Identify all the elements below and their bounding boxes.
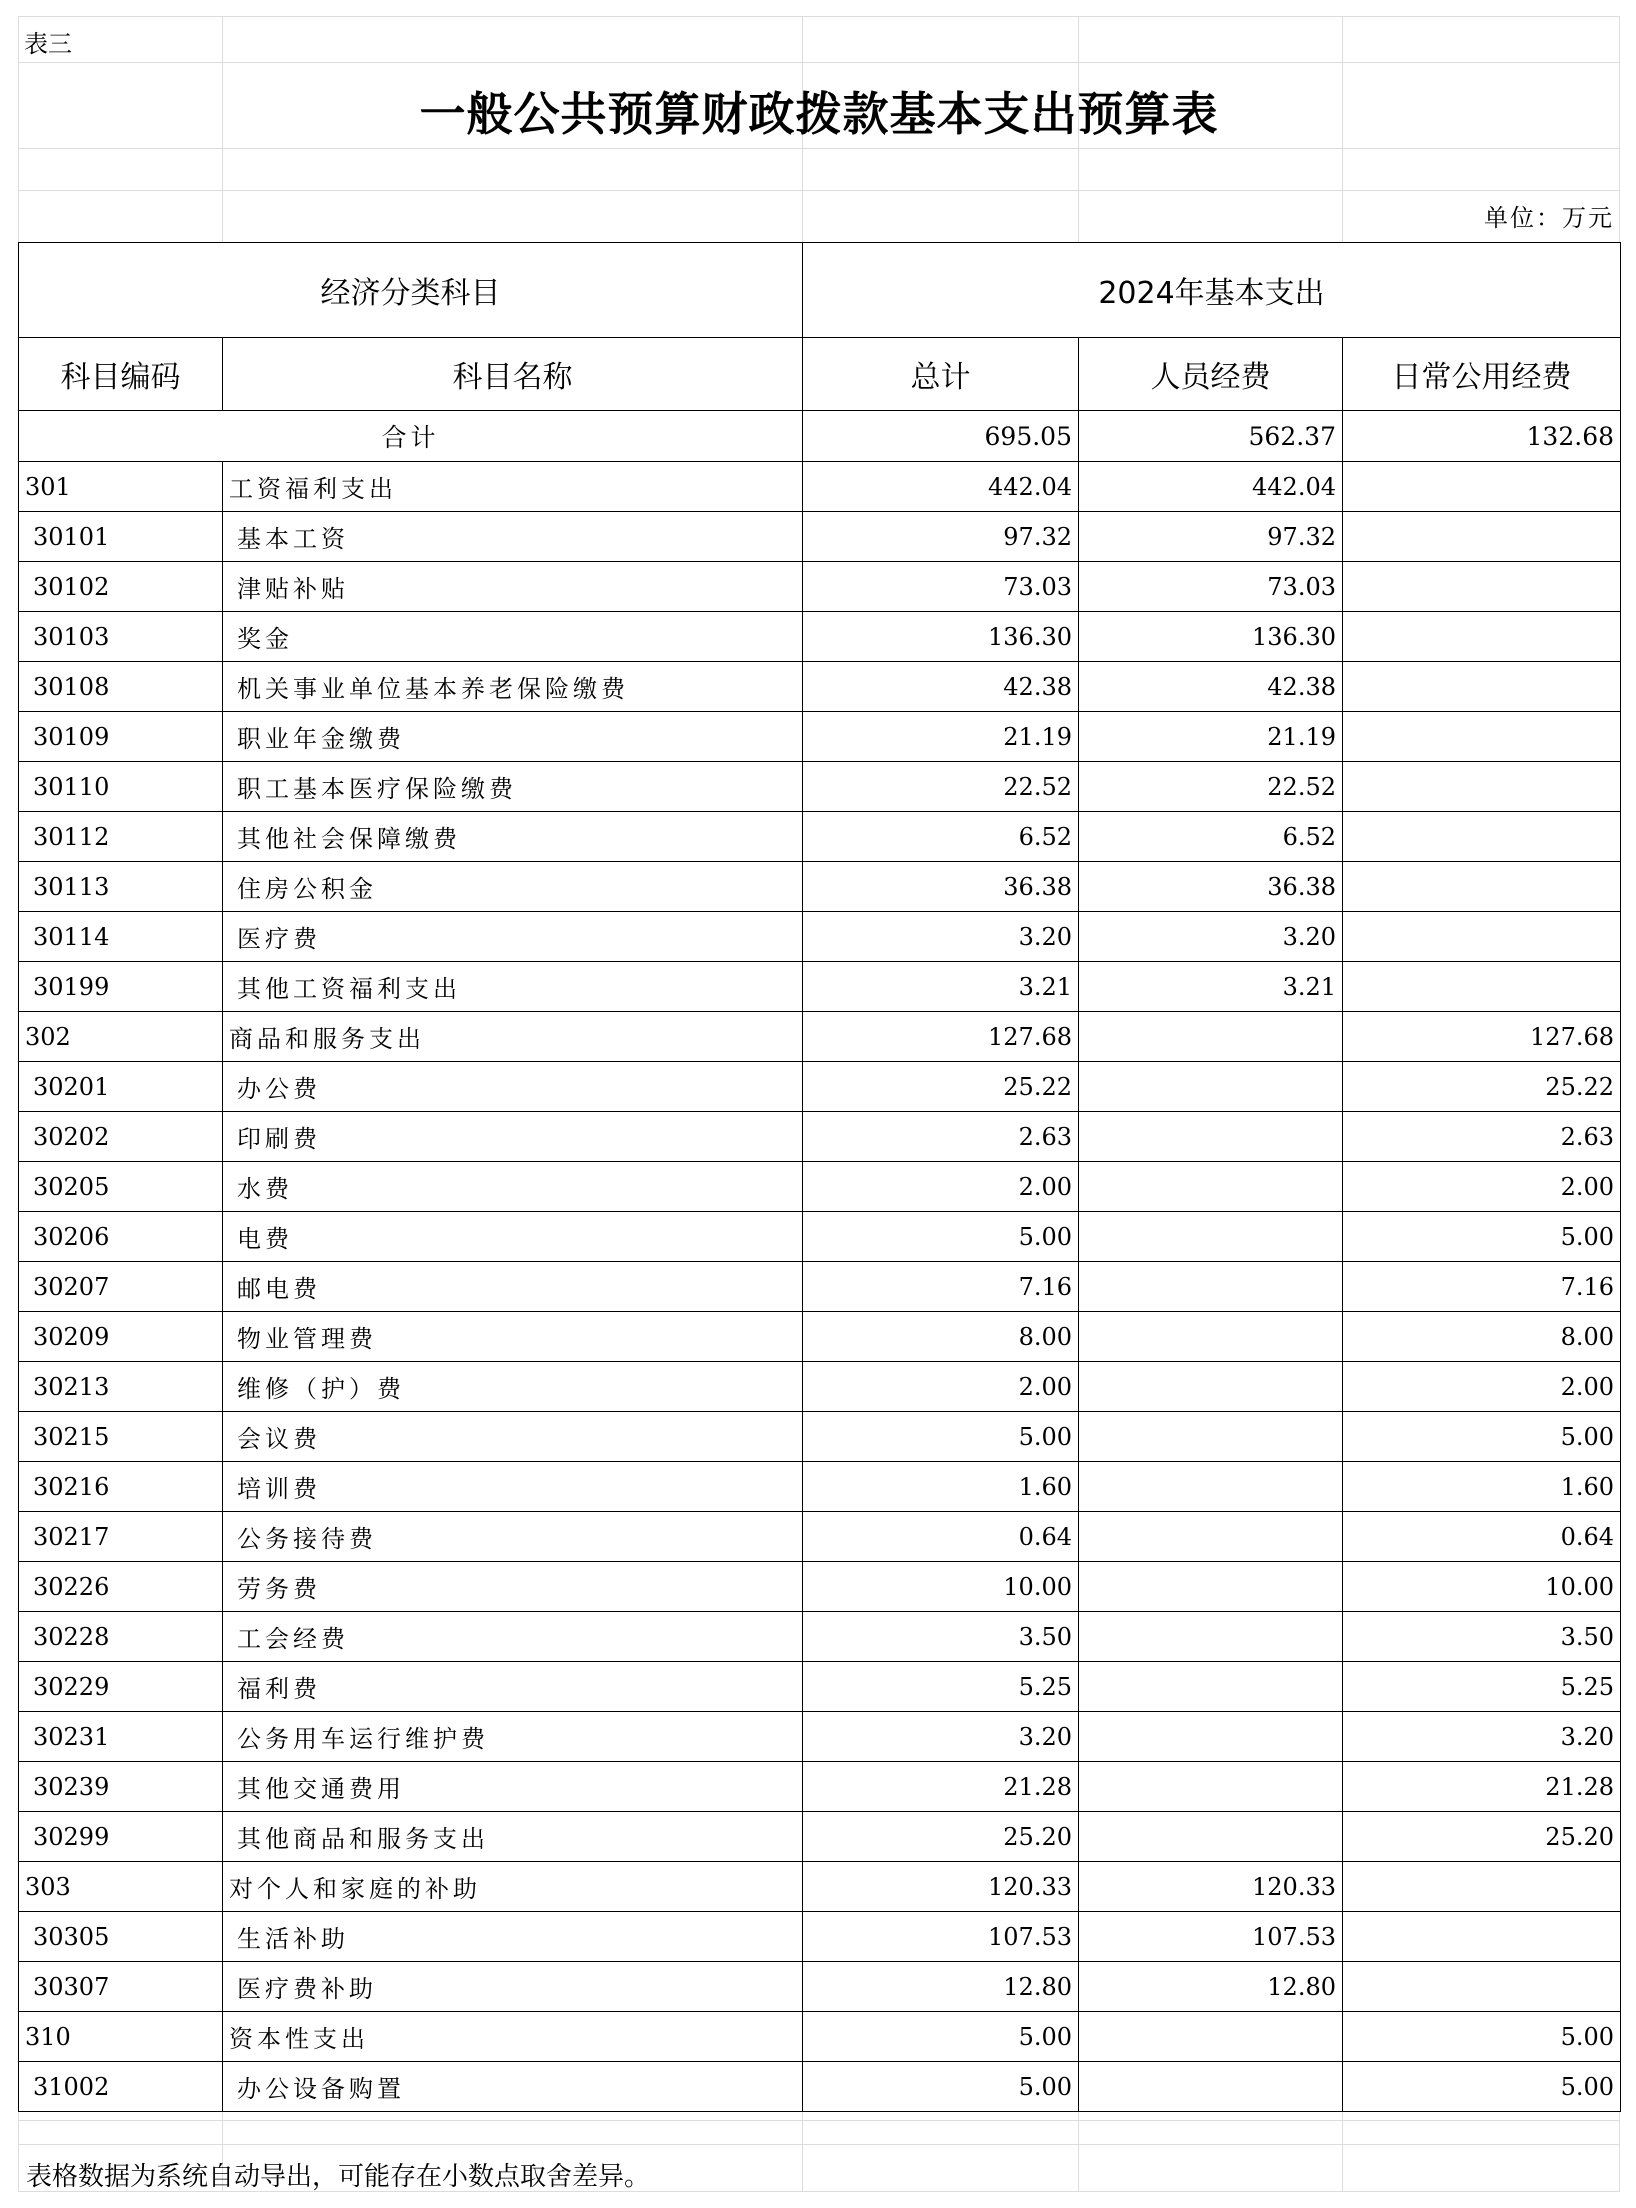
cell-subject-name: 机关事业单位基本养老保险缴费 (223, 662, 803, 712)
cell-subject-name: 工会经费 (223, 1612, 803, 1662)
header-personnel-expense: 人员经费 (1079, 338, 1343, 411)
cell-total: 0.64 (803, 1512, 1079, 1562)
cell-subject-name: 水费 (223, 1162, 803, 1212)
cell-subject-name: 其他工资福利支出 (223, 962, 803, 1012)
cell-personnel-expense (1079, 1312, 1343, 1362)
cell-personnel-expense (1079, 1562, 1343, 1612)
cell-public-expense (1343, 762, 1621, 812)
cell-public-expense: 10.00 (1343, 1562, 1621, 1612)
cell-total: 21.28 (803, 1762, 1079, 1812)
cell-subject-name: 资本性支出 (223, 2012, 803, 2062)
cell-public-expense: 8.00 (1343, 1312, 1621, 1362)
cell-total: 25.22 (803, 1062, 1079, 1112)
cell-subject-code: 301 (19, 462, 223, 512)
cell-total: 6.52 (803, 812, 1079, 862)
cell-subject-name: 物业管理费 (223, 1312, 803, 1362)
cell-personnel-expense: 36.38 (1079, 862, 1343, 912)
table-row (19, 1062, 1621, 1112)
cell-personnel-expense: 22.52 (1079, 762, 1343, 812)
cell-personnel-expense (1079, 1112, 1343, 1162)
cell-subject-code: 30216 (19, 1462, 223, 1512)
cell-total: 5.00 (803, 2012, 1079, 2062)
cell-personnel-expense (1079, 2012, 1343, 2062)
cell-personnel-expense (1079, 1412, 1343, 1462)
cell-subject-code: 30108 (19, 662, 223, 712)
cell-personnel-expense (1079, 1462, 1343, 1512)
cell-total: 5.00 (803, 1212, 1079, 1262)
cell-total: 22.52 (803, 762, 1079, 812)
cell-personnel-expense (1079, 1612, 1343, 1662)
table-row (19, 662, 1621, 712)
cell-subject-code: 30110 (19, 762, 223, 812)
cell-personnel-expense: 97.32 (1079, 512, 1343, 562)
table-row (19, 712, 1621, 762)
cell-public-expense: 5.00 (1343, 2062, 1621, 2112)
cell-total: 442.04 (803, 462, 1079, 512)
cell-subject-name: 其他商品和服务支出 (223, 1812, 803, 1862)
cell-personnel-expense (1079, 2062, 1343, 2112)
cell-subject-code: 30202 (19, 1112, 223, 1162)
cell-public-expense: 25.20 (1343, 1812, 1621, 1862)
cell-public-expense: 5.00 (1343, 1212, 1621, 1262)
cell-subject-code: 30101 (19, 512, 223, 562)
cell-subject-code: 30206 (19, 1212, 223, 1262)
header-total: 总计 (803, 338, 1079, 411)
table-row (19, 912, 1621, 962)
table-body (19, 462, 1621, 2112)
cell-subject-name: 其他社会保障缴费 (223, 812, 803, 862)
budget-table (18, 242, 1621, 2112)
cell-public-expense: 7.16 (1343, 1262, 1621, 1312)
header-basic-expenditure: 2024年基本支出 (803, 243, 1621, 338)
cell-subject-code: 30305 (19, 1912, 223, 1962)
cell-subject-code: 30102 (19, 562, 223, 612)
cell-subject-code: 30217 (19, 1512, 223, 1562)
cell-subject-code: 310 (19, 2012, 223, 2062)
table-row (19, 512, 1621, 562)
cell-public-expense: 1.60 (1343, 1462, 1621, 1512)
table-row (19, 562, 1621, 612)
table-row (19, 1812, 1621, 1862)
cell-personnel-expense (1079, 1512, 1343, 1562)
cell-public-expense (1343, 712, 1621, 762)
cell-total: 2.63 (803, 1112, 1079, 1162)
cell-subject-name: 福利费 (223, 1662, 803, 1712)
cell-total: 12.80 (803, 1962, 1079, 2012)
cell-total: 5.00 (803, 1412, 1079, 1462)
cell-personnel-expense: 21.19 (1079, 712, 1343, 762)
cell-total: 127.68 (803, 1012, 1079, 1062)
cell-personnel-expense (1079, 1662, 1343, 1712)
cell-personnel-expense: 3.20 (1079, 912, 1343, 962)
cell-subject-name: 办公设备购置 (223, 2062, 803, 2112)
cell-total: 21.19 (803, 712, 1079, 762)
cell-total: 25.20 (803, 1812, 1079, 1862)
cell-subject-name: 医疗费补助 (223, 1962, 803, 2012)
cell-public-expense (1343, 912, 1621, 962)
page-title: 一般公共预算财政拨款基本支出预算表 (419, 87, 1219, 141)
cell-subject-code: 30231 (19, 1712, 223, 1762)
cell-public-expense: 5.00 (1343, 2012, 1621, 2062)
cell-subject-name: 工资福利支出 (223, 462, 803, 512)
cell-subject-code: 30103 (19, 612, 223, 662)
total-personnel: 562.37 (1079, 411, 1343, 462)
table-row (19, 1562, 1621, 1612)
table-row (19, 862, 1621, 912)
cell-subject-code: 30307 (19, 1962, 223, 2012)
cell-subject-name: 生活补助 (223, 1912, 803, 1962)
cell-subject-code: 30213 (19, 1362, 223, 1412)
cell-total: 36.38 (803, 862, 1079, 912)
cell-subject-code: 30112 (19, 812, 223, 862)
cell-subject-code: 30229 (19, 1662, 223, 1712)
cell-subject-code: 30209 (19, 1312, 223, 1362)
table-row (19, 1162, 1621, 1212)
table-row (19, 1862, 1621, 1912)
cell-subject-code: 303 (19, 1862, 223, 1912)
cell-subject-name: 会议费 (223, 1412, 803, 1462)
table-row (19, 2062, 1621, 2112)
cell-subject-name: 住房公积金 (223, 862, 803, 912)
table-row (19, 1612, 1621, 1662)
header-economic-category: 经济分类科目 (19, 243, 803, 338)
cell-subject-name: 邮电费 (223, 1262, 803, 1312)
table-row (19, 1762, 1621, 1812)
cell-total: 3.20 (803, 912, 1079, 962)
cell-public-expense (1343, 612, 1621, 662)
cell-public-expense: 5.25 (1343, 1662, 1621, 1712)
table-row (19, 1212, 1621, 1262)
cell-total: 3.21 (803, 962, 1079, 1012)
cell-subject-name: 电费 (223, 1212, 803, 1262)
cell-subject-code: 31002 (19, 2062, 223, 2112)
cell-personnel-expense (1079, 1012, 1343, 1062)
cell-personnel-expense: 442.04 (1079, 462, 1343, 512)
cell-subject-code: 30239 (19, 1762, 223, 1812)
cell-total: 7.16 (803, 1262, 1079, 1312)
cell-subject-code: 30109 (19, 712, 223, 762)
cell-personnel-expense (1079, 1812, 1343, 1862)
cell-total: 3.50 (803, 1612, 1079, 1662)
cell-public-expense (1343, 662, 1621, 712)
table-row (19, 1512, 1621, 1562)
unit-label: 单位：万元 (1484, 204, 1614, 232)
cell-subject-name: 奖金 (223, 612, 803, 662)
cell-total: 3.20 (803, 1712, 1079, 1762)
cell-total: 5.00 (803, 2062, 1079, 2112)
table-row (19, 1262, 1621, 1312)
cell-public-expense: 2.00 (1343, 1162, 1621, 1212)
cell-total: 1.60 (803, 1462, 1079, 1512)
cell-total: 2.00 (803, 1362, 1079, 1412)
cell-subject-name: 职业年金缴费 (223, 712, 803, 762)
cell-public-expense (1343, 1962, 1621, 2012)
cell-subject-code: 30228 (19, 1612, 223, 1662)
cell-subject-name: 办公费 (223, 1062, 803, 1112)
cell-public-expense (1343, 812, 1621, 862)
cell-subject-name: 对个人和家庭的补助 (223, 1862, 803, 1912)
cell-subject-name: 其他交通费用 (223, 1762, 803, 1812)
cell-public-expense (1343, 462, 1621, 512)
cell-personnel-expense (1079, 1062, 1343, 1112)
cell-subject-code: 30226 (19, 1562, 223, 1612)
table-row (19, 1662, 1621, 1712)
cell-total: 5.25 (803, 1662, 1079, 1712)
cell-total: 97.32 (803, 512, 1079, 562)
cell-subject-code: 30215 (19, 1412, 223, 1462)
cell-subject-name: 职工基本医疗保险缴费 (223, 762, 803, 812)
cell-subject-name: 商品和服务支出 (223, 1012, 803, 1062)
table-row (19, 1012, 1621, 1062)
cell-personnel-expense: 73.03 (1079, 562, 1343, 612)
cell-subject-code: 30199 (19, 962, 223, 1012)
table-row (19, 762, 1621, 812)
table-row (19, 462, 1621, 512)
header-public-expense: 日常公用经费 (1343, 338, 1621, 411)
cell-public-expense: 21.28 (1343, 1762, 1621, 1812)
cell-subject-code: 30113 (19, 862, 223, 912)
cell-subject-name: 津贴补贴 (223, 562, 803, 612)
cell-personnel-expense (1079, 1212, 1343, 1262)
cell-subject-name: 培训费 (223, 1462, 803, 1512)
cell-personnel-expense: 120.33 (1079, 1862, 1343, 1912)
cell-personnel-expense: 136.30 (1079, 612, 1343, 662)
total-sum: 695.05 (803, 411, 1079, 462)
table-row (19, 962, 1621, 1012)
table-row (19, 1362, 1621, 1412)
cell-public-expense: 3.20 (1343, 1712, 1621, 1762)
table-row (19, 812, 1621, 862)
cell-public-expense (1343, 862, 1621, 912)
table-row (19, 1912, 1621, 1962)
cell-public-expense: 25.22 (1343, 1062, 1621, 1112)
cell-total: 120.33 (803, 1862, 1079, 1912)
cell-personnel-expense: 107.53 (1079, 1912, 1343, 1962)
table-row (19, 1312, 1621, 1362)
cell-subject-code: 30205 (19, 1162, 223, 1212)
cell-public-expense (1343, 562, 1621, 612)
cell-personnel-expense (1079, 1712, 1343, 1762)
cell-personnel-expense: 3.21 (1079, 962, 1343, 1012)
cell-public-expense: 0.64 (1343, 1512, 1621, 1562)
cell-public-expense: 2.63 (1343, 1112, 1621, 1162)
cell-public-expense: 5.00 (1343, 1412, 1621, 1462)
cell-public-expense (1343, 1912, 1621, 1962)
cell-personnel-expense (1079, 1262, 1343, 1312)
cell-subject-name: 公务接待费 (223, 1512, 803, 1562)
header-subject-code: 科目编码 (19, 338, 223, 411)
cell-public-expense (1343, 962, 1621, 1012)
footnote: 表格数据为系统自动导出，可能存在小数点取舍差异。 (26, 2162, 651, 2192)
cell-total: 107.53 (803, 1912, 1079, 1962)
cell-subject-name: 维修（护）费 (223, 1362, 803, 1412)
cell-public-expense: 127.68 (1343, 1012, 1621, 1062)
table-row (19, 612, 1621, 662)
cell-total: 2.00 (803, 1162, 1079, 1212)
cell-total: 8.00 (803, 1312, 1079, 1362)
cell-public-expense (1343, 1862, 1621, 1912)
cell-public-expense: 2.00 (1343, 1362, 1621, 1412)
cell-personnel-expense (1079, 1162, 1343, 1212)
table-row (19, 1462, 1621, 1512)
total-public: 132.68 (1343, 411, 1621, 462)
cell-personnel-expense (1079, 1362, 1343, 1412)
cell-total: 136.30 (803, 612, 1079, 662)
table-row (19, 1412, 1621, 1462)
cell-total: 73.03 (803, 562, 1079, 612)
cell-public-expense: 3.50 (1343, 1612, 1621, 1662)
total-row (19, 411, 1621, 462)
cell-total: 10.00 (803, 1562, 1079, 1612)
cell-subject-name: 基本工资 (223, 512, 803, 562)
total-label: 合计 (19, 411, 803, 462)
cell-subject-name: 劳务费 (223, 1562, 803, 1612)
header-subject-name: 科目名称 (223, 338, 803, 411)
table-row (19, 1962, 1621, 2012)
cell-subject-name: 公务用车运行维护费 (223, 1712, 803, 1762)
cell-subject-code: 30207 (19, 1262, 223, 1312)
cell-subject-code: 30201 (19, 1062, 223, 1112)
table-row (19, 2012, 1621, 2062)
cell-subject-name: 医疗费 (223, 912, 803, 962)
cell-subject-code: 302 (19, 1012, 223, 1062)
cell-personnel-expense (1079, 1762, 1343, 1812)
cell-subject-code: 30299 (19, 1812, 223, 1862)
sheet-label: 表三 (24, 30, 72, 58)
cell-personnel-expense: 42.38 (1079, 662, 1343, 712)
cell-subject-name: 印刷费 (223, 1112, 803, 1162)
cell-total: 42.38 (803, 662, 1079, 712)
cell-subject-code: 30114 (19, 912, 223, 962)
table-row (19, 1712, 1621, 1762)
cell-personnel-expense: 6.52 (1079, 812, 1343, 862)
table-row (19, 1112, 1621, 1162)
cell-public-expense (1343, 512, 1621, 562)
spreadsheet-sheet (18, 16, 1620, 2192)
cell-personnel-expense: 12.80 (1079, 1962, 1343, 2012)
